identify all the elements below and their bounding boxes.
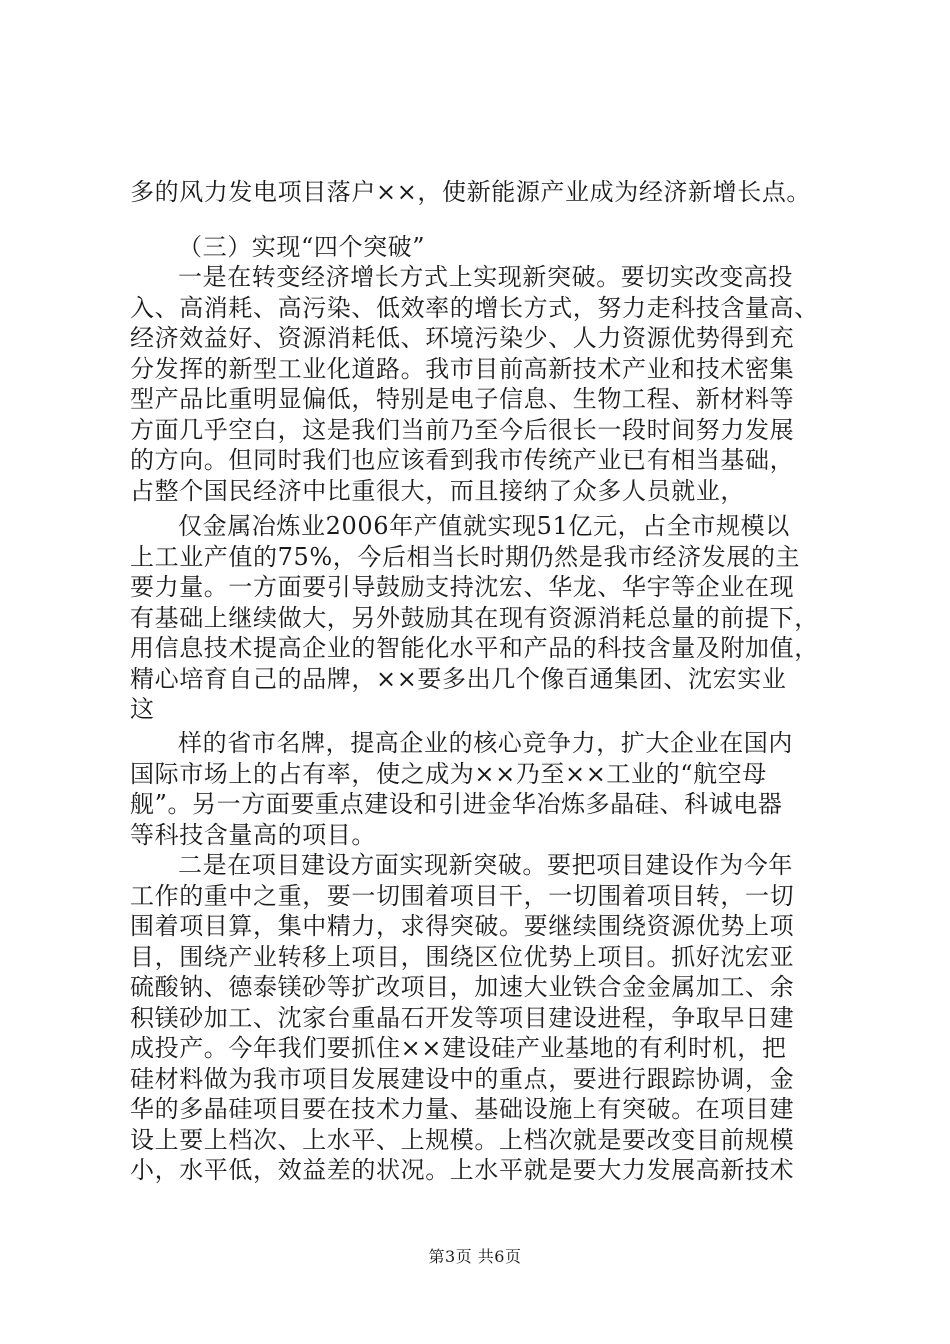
text-line: 舰”。另一方面要重点建设和引进金华冶炼多晶硅、科诚电器 xyxy=(130,790,783,818)
text-line: 要力量。一方面要引导鼓励支持沈宏、华龙、华宇等企业在现 xyxy=(130,573,795,601)
text-line: 占整个国民经济中比重很大，而且接纳了众多人员就业， xyxy=(130,476,745,505)
text-line: 有基础上继续做大，另外鼓励其在现有资源消耗总量的前提下， xyxy=(130,603,819,632)
section-heading xyxy=(130,232,850,263)
text-line: 小，水平低，效益差的状况。上水平就是要大力发展高新技术 xyxy=(130,1156,795,1184)
text-line: 硅材料做为我市项目发展建设中的重点，要进行跟踪协调，金 xyxy=(130,1064,795,1093)
text-line: 的方向。但同时我们也应该看到我市传统产业已有相当基础， xyxy=(130,446,795,474)
text-line: 工作的重中之重，要一切围着项目干，一切围着项目转，一切 xyxy=(130,881,795,910)
text-line: 样的省市名牌，提高企业的核心竞争力，扩大企业在国内 xyxy=(178,729,793,757)
page-number: 第3页 共6页 xyxy=(428,1247,522,1266)
text-line: 这 xyxy=(130,695,155,723)
text-line: 国际市场上的占有率，使之成为××乃至××工业的“航空母 xyxy=(130,759,767,788)
text-line: 二是在项目建设方面实现新突破。要把项目建设作为今年 xyxy=(178,851,793,879)
text-line: 型产品比重明显偏低，特别是电子信息、生物工程、新材料等 xyxy=(130,385,795,413)
heading-text: （三）实现“四个突破” xyxy=(178,233,426,261)
text-line: 设上要上档次、上水平、上规模。上档次就是要改变目前规模 xyxy=(130,1125,795,1154)
text-line: 等科技含量高的项目。 xyxy=(130,820,376,849)
text-line: 一是在转变经济增长方式上实现新突破。要切实改变高投 xyxy=(178,263,793,291)
text-line: 围着项目算，集中精力，求得突破。要继续围绕资源优势上项 xyxy=(130,912,795,940)
text-line: 方面几乎空白，这是我们当前乃至今后很长一段时间努力发展 xyxy=(130,415,795,444)
text-line: 成投产。今年我们要抓住××建设硅产业基地的有利时机，把 xyxy=(130,1034,787,1062)
text-line: 华的多晶硅项目要在技术力量、基础设施上有突破。在项目建 xyxy=(130,1095,795,1123)
text-line: 经济效益好、资源消耗低、环境污染少、人力资源优势得到充 xyxy=(130,324,795,352)
text-line: 精心培育自己的品牌，××要多出几个像百通集团、沈宏实业 xyxy=(130,664,787,693)
text-line: 多的风力发电项目落户××，使新能源产业成为经济新增长点。 xyxy=(130,178,812,206)
paragraph-first-breakthrough xyxy=(130,262,850,506)
text-line: 积镁砂加工、沈家台重晶石开发等项目建设进程，争取早日建 xyxy=(130,1003,795,1032)
text-line: 硫酸钠、德泰镁砂等扩改项目，加速大业铁合金金属加工、余 xyxy=(130,973,795,1001)
paragraph-second-breakthrough xyxy=(130,728,850,1186)
text-line: 分发挥的新型工业化道路。我市目前高新技术产业和技术密集 xyxy=(130,354,795,383)
text-line: 目，围绕产业转移上项目，围绕区位优势上项目。抓好沈宏亚 xyxy=(130,942,795,971)
paragraph-continuation xyxy=(130,177,850,208)
text-line: 仅金属冶炼业2006年产值就实现51亿元，占全市规模以 xyxy=(178,512,790,540)
paragraph-metallurgy xyxy=(130,511,850,725)
text-line: 入、高消耗、高污染、低效率的增长方式，努力走科技含量高、 xyxy=(130,293,819,322)
text-line: 用信息技术提高企业的智能化水平和产品的科技含量及附加值， xyxy=(130,634,819,662)
text-line: 上工业产值的75%，今后相当长时期仍然是我市经济发展的主 xyxy=(130,542,801,571)
page-footer xyxy=(0,1244,950,1267)
